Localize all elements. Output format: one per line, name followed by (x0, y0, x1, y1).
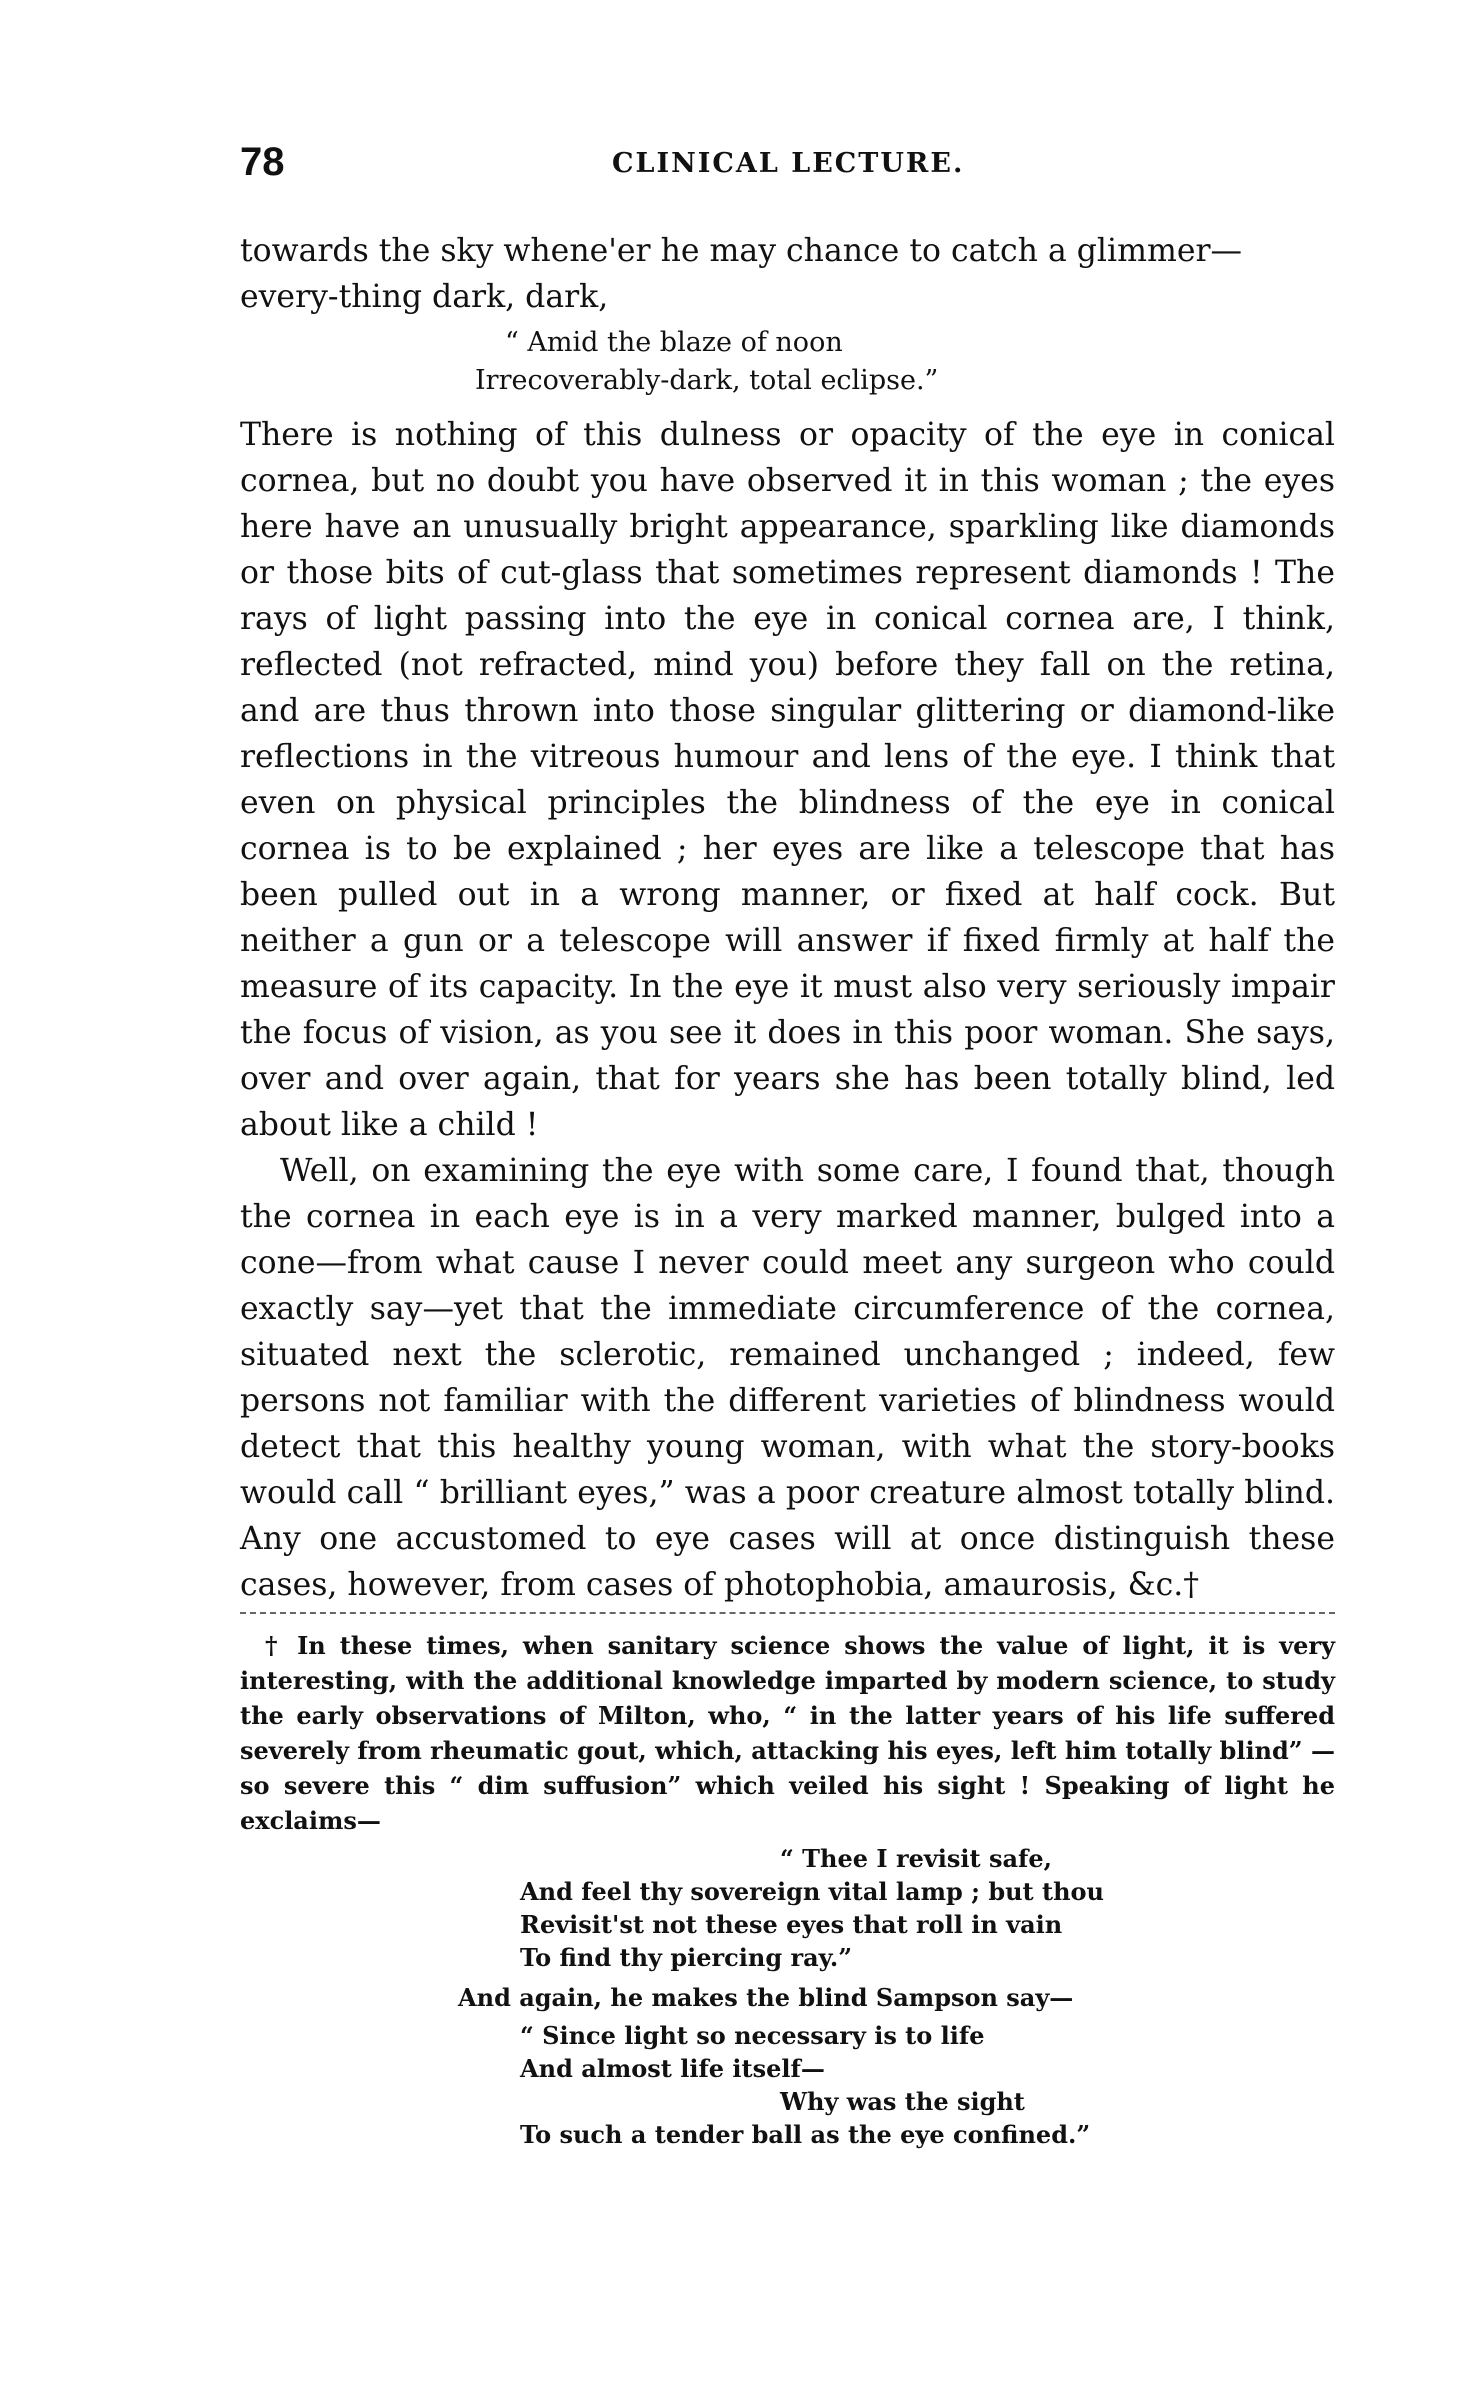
verse-line: To find thy piercing ray.” (520, 1943, 853, 1972)
quote-line: Irrecoverably-dark, total eclipse.” (475, 365, 939, 396)
opening-text: towards the sky whene'er he may chance to catch a glimmer—every-thing dark, dark, (240, 233, 1243, 315)
inline-quote (240, 324, 1335, 400)
paragraph: There is nothing of this dulness or opacity of the eye in conical cornea, but no doubt you have observed it in this woman ; the eyes here have an unusually bright appearance, sparkling like diamonds or those bits of cut-glass that sometimes represent diamonds ! The rays of light passing into the eye in conical cornea are, I think, reflected (not refracted, mind you) before they fall on the retina, and are thus thrown into those singular glittering or diamond-like reflections in the vitreous humour and lens of the eye. I think that even on physical principles the blindness of the eye in conical cornea is to be explained ; her eyes are like a telescope that has been pulled out in a wrong manner, or fixed at half cock. But neither a gun or a telescope will answer if fixed firmly at half the measure of its capacity. In the eye it must also very seriously impair the focus of vision, as you see it does in this poor woman. She says, over and over again, that for years she has been totally blind, led about like a child ! (240, 417, 1335, 1143)
verse-line: To such a tender ball as the eye confined.” (520, 2120, 1091, 2149)
footnote (240, 1628, 1335, 2157)
paragraph: Well, on examining the eye with some care, I found that, though the cornea in each eye is in a very marked manner, bulged into a cone—from what cause I never could meet any surgeon who could exactly say—yet that the immediate circumference of the cornea, situated next the sclerotic, remained unchanged ; indeed, few persons not familiar with the different varieties of blindness would detect that this healthy young woman, with what the story-books would call “ brilliant eyes,” was a poor creature almost totally blind. Any one accustomed to eye cases will at once distinguish these cases, however, from cases of photophobia, amaurosis, &c.† (240, 1153, 1335, 1603)
running-head: CLINICAL LECTURE. (612, 148, 965, 179)
verse-line: “ Thee I revisit safe, (780, 1844, 1053, 1873)
verse-block (240, 1842, 1335, 1974)
verse-line: Why was the sight (780, 2087, 1025, 2116)
verse-block (240, 2019, 1335, 2151)
verse-line: And feel thy sovereign vital lamp ; but thou (520, 1877, 1104, 1906)
page-header (240, 140, 1335, 190)
verse-line: Revisit'st not these eyes that roll in vain (520, 1910, 1063, 1939)
footnote-divider (240, 1612, 1335, 1614)
page-number: 78 (240, 140, 285, 184)
verse-line: “ Since light so necessary is to life (520, 2021, 985, 2050)
footnote-text: † In these times, when sanitary science shows the value of light, it is very interesting, with the additional knowledge imparted by modern science, to study the early observations of Milton, who, “ in the latter years of his life suffered severely from rheumatic gout, which, attacking his eyes, left him totally blind” —so severe this “ dim suffusion” which veiled his sight ! Speaking of light he exclaims— (240, 1631, 1335, 1835)
footnote-text: And again, he makes the blind Sampson say— (458, 1983, 1074, 2012)
verse-line: And almost life itself— (520, 2054, 825, 2083)
main-text (240, 228, 1335, 1608)
quote-line: “ Amid the blaze of noon (505, 327, 843, 358)
